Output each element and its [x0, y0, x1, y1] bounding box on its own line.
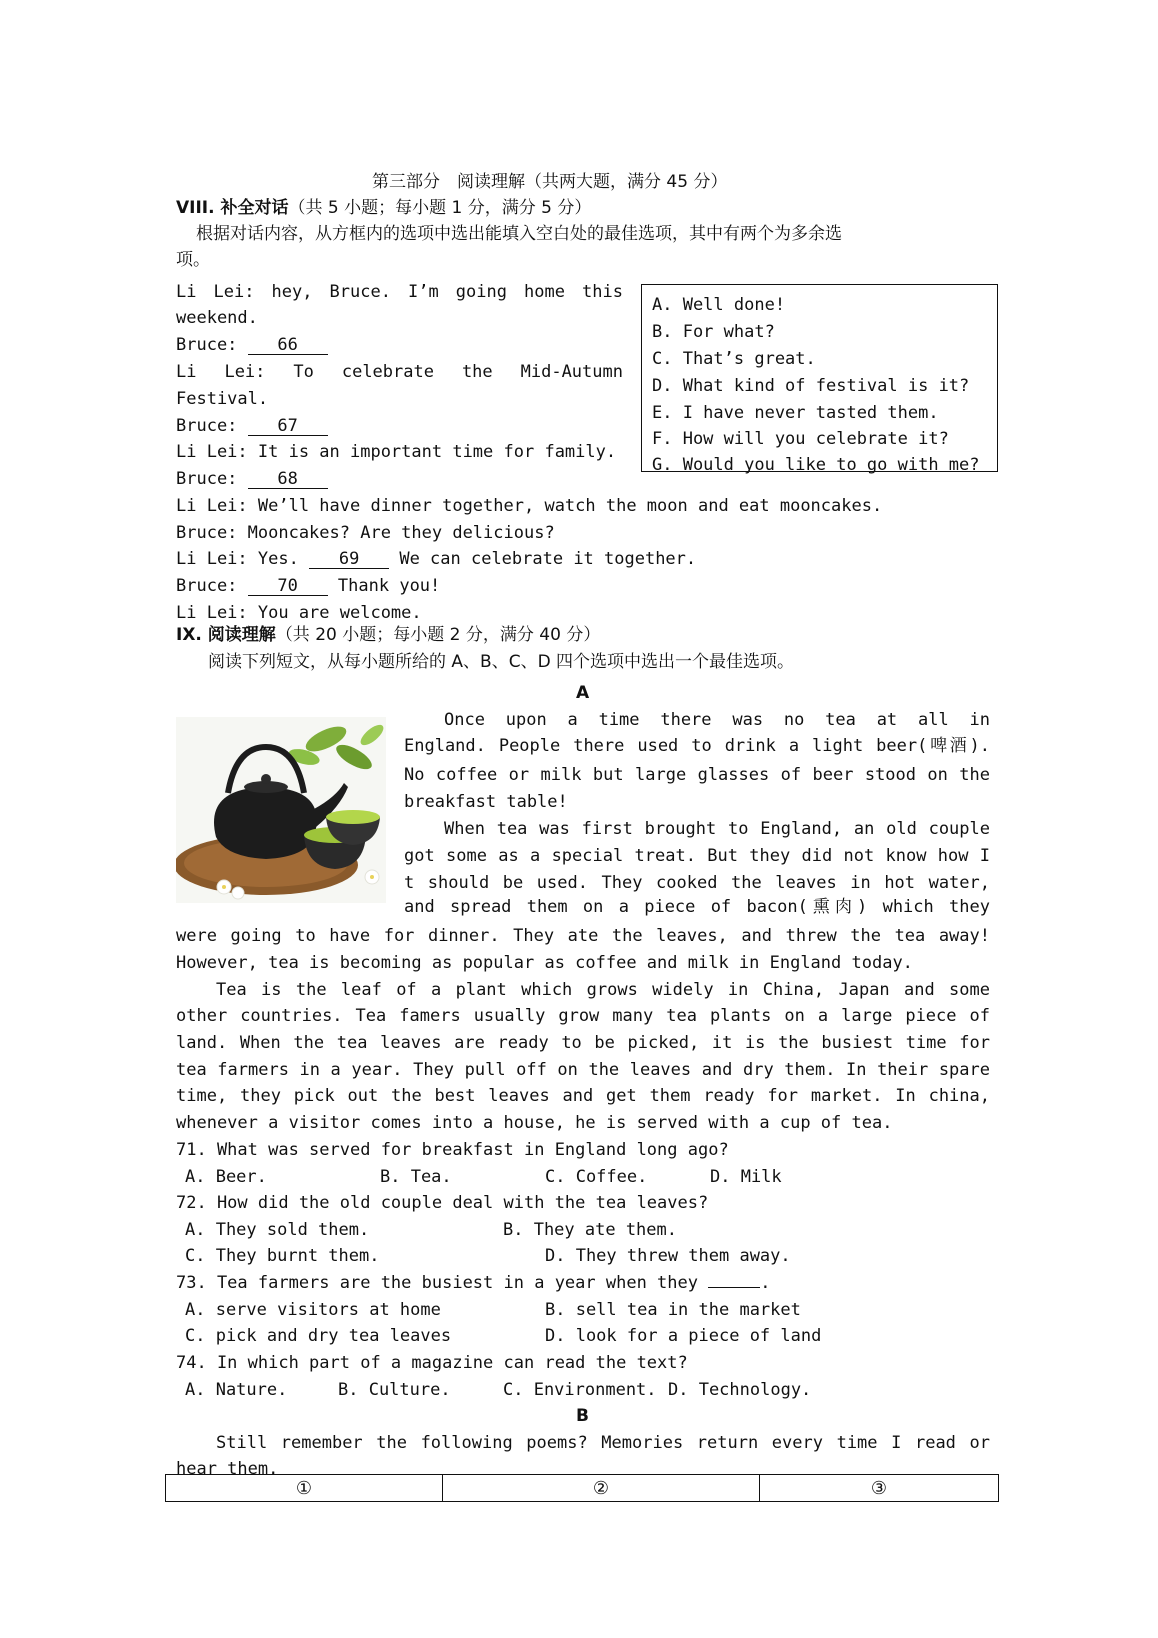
answer-option: D. Technology.	[668, 1380, 812, 1400]
dialogue-line-66: Bruce: 66	[176, 334, 328, 356]
options-box	[641, 284, 998, 475]
option-c: C. That’s great.	[652, 349, 816, 369]
passage-a-text: England. People there used to drink a light beer(啤酒).	[404, 736, 990, 756]
answer-option: C. pick and dry tea leaves	[185, 1326, 452, 1346]
table-row	[166, 1475, 999, 1502]
dialogue-line: Festival.	[176, 389, 269, 409]
section8-score: （共 5 小题；每小题 1 分，满分 5 分）	[288, 198, 592, 218]
table-header-cell: ③	[760, 1475, 999, 1502]
question-73-line: 73. Tea farmers are the busiest in a year when they .	[176, 1273, 771, 1293]
option-b: B. For what?	[652, 322, 775, 342]
passage-a-text: time, they pick out the best leaves and get them ready for market. In china,	[176, 1086, 990, 1106]
passage-a-text: However, tea is becoming as popular as coffee and milk in England today.	[176, 953, 913, 973]
answer-option: A. Beer.	[185, 1167, 267, 1187]
poems-table	[165, 1474, 999, 1502]
dialogue-line: Li Lei: It is an important time for family.	[176, 442, 617, 462]
passage-a-text: Tea is the leaf of a plant which grows widely in China, Japan and some	[216, 980, 990, 1000]
dialogue-line-67: Bruce: 67	[176, 415, 328, 437]
question-73-blank	[708, 1287, 760, 1288]
passage-a-text: other countries. Tea famers usually grow many tea plants on a large piece of	[176, 1006, 990, 1026]
passage-b-label: B	[576, 1406, 589, 1426]
blank-70: 70	[248, 577, 328, 596]
dialogue-line-70: Bruce: 70 Thank you!	[176, 576, 441, 596]
dialogue-line: weekend.	[176, 308, 258, 328]
answer-option: A. They sold them.	[185, 1220, 370, 1240]
passage-a-text: and spread them on a piece of bacon(熏肉) which they	[404, 897, 990, 917]
dialogue-line: Li Lei: We’ll have dinner together, watch the moon and eat mooncakes.	[176, 496, 883, 516]
blank-69: 69	[309, 550, 389, 569]
answer-option: D. They threw them away.	[545, 1246, 791, 1266]
dialogue-line-69: Li Lei: Yes. 69 We can celebrate it together.	[176, 549, 697, 569]
answer-option: D. look for a piece of land	[545, 1326, 822, 1346]
table-header-cell: ①	[166, 1475, 443, 1502]
question-73: 73. Tea farmers are the busiest in a year when they	[176, 1273, 698, 1293]
passage-a-text: were going to have for dinner. They ate the leaves, and threw the tea away!	[176, 926, 990, 946]
blank-67: 67	[248, 417, 328, 436]
table-header-cell: ②	[443, 1475, 760, 1502]
passage-a-text: got some as a special treat. But they did not know how I	[404, 846, 990, 866]
option-e: E. I have never tasted them.	[652, 403, 939, 423]
option-a: A. Well done!	[652, 295, 786, 315]
section9-heading-line	[176, 624, 600, 646]
section8-instruction: 根据对话内容，从方框内的选项中选出能填入空白处的最佳选项，其中有两个为多余选	[196, 224, 842, 244]
passage-a-label: A	[576, 683, 590, 703]
option-g: G. Would you like to go with me?	[652, 455, 980, 475]
answer-option: A. Nature.	[185, 1380, 288, 1400]
section8-heading-line	[176, 197, 591, 219]
answer-option: C. Coffee.	[545, 1167, 648, 1187]
section9-heading: IX. 阅读理解	[176, 625, 276, 645]
question-71: 71. What was served for breakfast in England long ago?	[176, 1140, 729, 1160]
question-74: 74. In which part of a magazine can read the text?	[176, 1353, 688, 1373]
section9-score: （共 20 小题；每小题 2 分，满分 40 分）	[275, 625, 601, 645]
dialogue-line: Li Lei: To celebrate the Mid-Autumn	[176, 362, 623, 382]
answer-option: C. Environment.	[503, 1380, 657, 1400]
passage-a-text: breakfast table!	[404, 792, 568, 812]
tea-photo	[176, 717, 386, 903]
answer-option: B. Culture.	[338, 1380, 451, 1400]
passage-a-text: No coffee or milk but large glasses of beer stood on the	[404, 765, 990, 785]
dialogue-line: Li Lei: hey, Bruce. I’m going home this	[176, 282, 623, 302]
option-f: F. How will you celebrate it?	[652, 429, 949, 449]
passage-b-text: Still remember the following poems? Memories return every time I read or	[216, 1433, 990, 1453]
answer-option: B. Tea.	[380, 1167, 452, 1187]
teapot-image	[176, 717, 386, 903]
section8-instruction-cont: 项。	[176, 250, 210, 270]
question-72: 72. How did the old couple deal with the tea leaves?	[176, 1193, 709, 1213]
passage-a-text: tea farmers in a year. They pull off on the leaves and dry them. In their spare	[176, 1060, 990, 1080]
part-title: 第三部分 阅读理解（共两大题，满分 45 分）	[372, 172, 728, 192]
answer-option: B. sell tea in the market	[545, 1300, 801, 1320]
passage-a-text: t should be used. They cooked the leaves in hot water,	[404, 873, 990, 893]
dialogue-line-68: Bruce: 68	[176, 468, 328, 490]
section8-heading: VIII. 补全对话	[176, 198, 289, 218]
blank-66: 66	[248, 336, 328, 355]
section9-instruction: 阅读下列短文，从每小题所给的 A、B、C、D 四个选项中选出一个最佳选项。	[208, 652, 795, 672]
passage-a-text: land. When the tea leaves are ready to be picked, it is the busiest time for	[176, 1033, 990, 1053]
passage-b-text: hear them.	[176, 1459, 279, 1479]
answer-option: B. They ate them.	[503, 1220, 677, 1240]
blank-68: 68	[248, 470, 328, 489]
passage-a-text: Once upon a time there was no tea at all in	[444, 710, 990, 730]
dialogue-line: Li Lei: You are welcome.	[176, 603, 422, 623]
option-d: D. What kind of festival is it?	[652, 376, 970, 396]
answer-option: D. Milk	[710, 1167, 782, 1187]
answer-option: C. They burnt them.	[185, 1246, 380, 1266]
passage-a-text: When tea was first brought to England, an old couple	[444, 819, 990, 839]
passage-a-text: whenever a visitor comes into a house, he is served with a cup of tea.	[176, 1113, 893, 1133]
dialogue-line: Bruce: Mooncakes? Are they delicious?	[176, 523, 555, 543]
answer-option: A. serve visitors at home	[185, 1300, 441, 1320]
